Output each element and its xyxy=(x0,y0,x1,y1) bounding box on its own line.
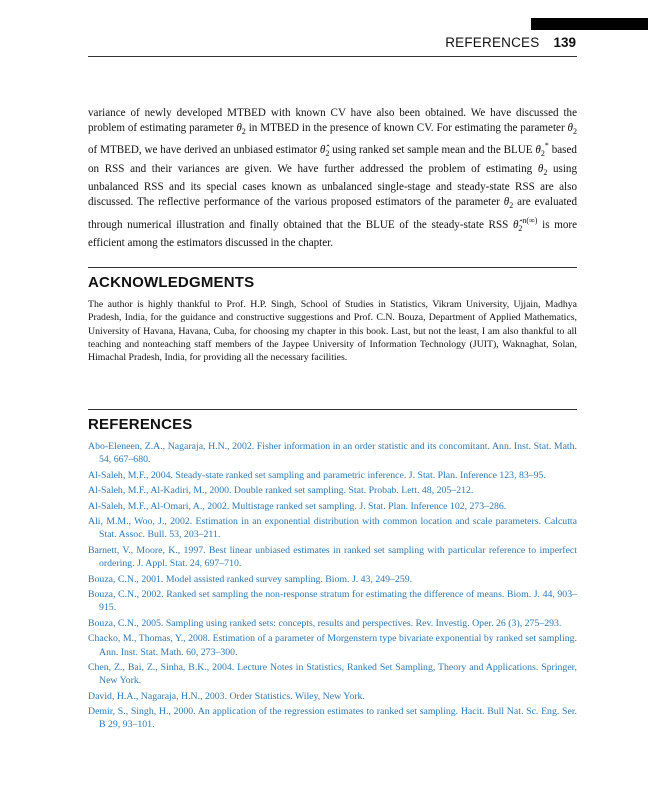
acknowledgments-heading: ACKNOWLEDGMENTS xyxy=(88,274,255,291)
running-head-title: REFERENCES xyxy=(445,35,540,50)
reference-item[interactable]: Bouza, C.N., 2005. Sampling using ranked sets: concepts, results and perspectives. Rev. Investig. Oper. 26 (3), 275–293. xyxy=(88,617,562,629)
reference-item[interactable]: Al-Saleh, M.F., Al-Kadiri, M., 2000. Double ranked set sampling. Stat. Probab. Lett. 48, 205–212. xyxy=(88,485,474,497)
theta-hat-ninf-symbol: $\thetâ_2^{n(\infty)}$ xyxy=(512,215,538,233)
reference-item[interactable]: Abo-Eleneen, Z.A., Nagaraja, H.N., 2002. Fisher information in an order statistic and its concomitant. Ann. Inst. Stat. Math. 54, 667–680. xyxy=(88,441,577,466)
reference-item[interactable]: Ali, M.M., Woo, J., 2002. Estimation in an exponential distribution with common location and scale parameters. Calcutta Stat. Assoc. Bull. 53, 203–211. xyxy=(88,516,577,541)
corner-bar xyxy=(531,18,648,30)
reference-item[interactable]: Barnett, V., Moore, K., 1997. Best linear unbiased estimates in ranked set sampling with particular reference to imperfect ordering. J. Appl. Stat. 24, 697–710. xyxy=(88,544,577,570)
body-text-3: of MTBED, we have derived an unbiased estimator xyxy=(88,144,320,157)
theta-symbol: $\theta_2$ xyxy=(503,196,514,211)
theta-symbol: $\theta_2$ xyxy=(537,162,548,177)
reference-item[interactable]: Bouza, C.N., 2001. Model assisted ranked survey sampling. Biom. J. 43, 249–259. xyxy=(88,573,413,585)
theta-hat-symbol: $\thetâ_2$ xyxy=(319,144,330,159)
reference-list xyxy=(88,440,577,732)
section-rule xyxy=(88,409,577,410)
section-rule xyxy=(88,267,577,268)
body-text-1: variance of newly developed MTBED with known CV have also been obtained. We have discussed the problem of estimating parameter xyxy=(88,107,577,134)
reference-item[interactable]: David, H.A., Nagaraja, H.N., 2003. Order Statistics. Wiley, New York. xyxy=(88,690,365,702)
reference-item[interactable]: Chacko, M., Thomas, Y., 2008. Estimation of a parameter of Morgenstern type bivariate exponential by ranked set sampling. Ann. Inst. Stat. Math. 60, 273–300. xyxy=(88,633,577,658)
references-section xyxy=(88,409,577,734)
acknowledgments-section xyxy=(88,267,577,364)
reference-item[interactable]: Al-Saleh, M.F., 2004. Steady-state ranked set sampling and parametric inference. J. Stat. Plan. Inference 123, 83–95. xyxy=(88,469,546,481)
header-rule xyxy=(88,56,577,57)
body-text-2: in MTBED in the presence of known CV. For estimating the parameter xyxy=(245,121,568,134)
running-head xyxy=(0,35,576,50)
body-text-6: using unbalanced RSS and its special cases known as unbalanced single-stage and steady-state RSS are also discussed. The reflective performance of the various proposed estimators of the parameter xyxy=(88,162,577,209)
theta-symbol: $\theta_2$ xyxy=(236,121,246,136)
reference-item[interactable]: Demir, S., Singh, H., 2000. An application of the regression estimates to ranked set sampling. Hacit. Bull Nat. Sc. Eng. Ser. B 29, 93–101. xyxy=(88,706,577,731)
references-heading: REFERENCES xyxy=(88,416,193,433)
body-text-5: based on RSS and their variances are given. We have further addressed the problem of estimating xyxy=(88,144,577,175)
body-paragraph xyxy=(88,106,577,251)
page-number: 139 xyxy=(553,35,576,50)
reference-item[interactable]: Chen, Z., Bai, Z., Sinha, B.K., 2004. Lecture Notes in Statistics, Ranked Set Sampling, Theory and Applications. Springer, New York. xyxy=(88,662,577,687)
theta-star-symbol: $\theta_2^*$ xyxy=(535,141,549,159)
body-text-8: is more efficient among the estimators discussed in the chapter. xyxy=(88,218,577,250)
body-text-4: using ranked set sample mean and the BLUE xyxy=(329,144,536,157)
theta-symbol: $\theta_2$ xyxy=(567,121,577,136)
reference-item[interactable]: Bouza, C.N., 2002. Ranked set sampling the non-response stratum for estimating the difference of means. Biom. J. 44, 903–915. xyxy=(88,589,577,614)
reference-item[interactable]: Al-Saleh, M.F., Al-Omari, A., 2002. Multistage ranked set sampling. J. Stat. Plan. Inference 102, 273–286. xyxy=(88,500,507,512)
body-text-7: are evaluated through numerical illustration and finally obtained that the BLUE of the steady-state RSS xyxy=(88,196,577,231)
acknowledgments-text: The author is highly thankful to Prof. H.P. Singh, School of Studies in Statistics, Vikram University, Ujjain, Madhya Pradesh, India, for the guidance and constructive suggestions and Prof. C.N. Bouza, Department of Applied Mathematics, University of Havana, Havana, Cuba, for choosing my chapter in this book. Last, but not the least, I am also thankful to all teaching and nonteaching staff members of the Jaypee University of Information Technology (JUIT), Waknaghat, Solan, Himachal Pradesh, India, for providing all the necessary facilities. xyxy=(88,299,577,364)
